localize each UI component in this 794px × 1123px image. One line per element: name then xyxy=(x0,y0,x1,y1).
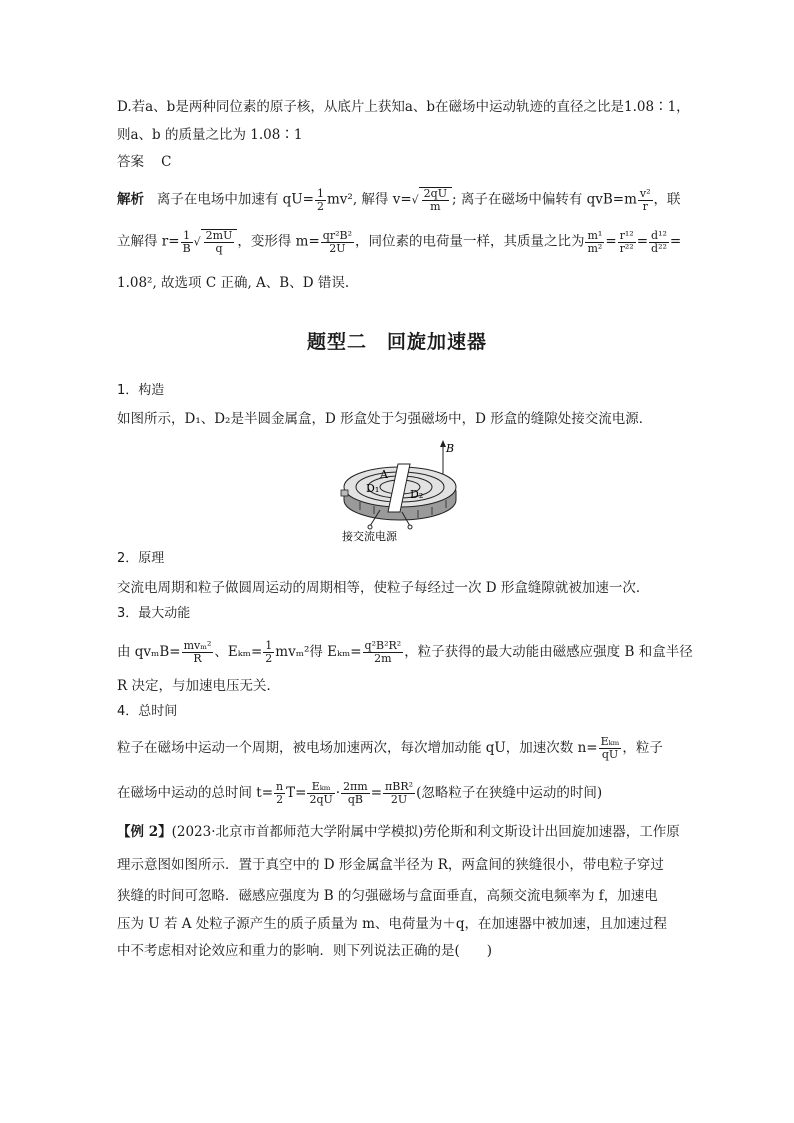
numerator: q²B²R² xyxy=(364,639,402,652)
s3-line-1 xyxy=(117,640,693,665)
numerator: 1 xyxy=(265,639,273,652)
fraction xyxy=(341,781,370,806)
numerator: 2πm xyxy=(343,780,368,793)
denominator: m² xyxy=(587,241,603,255)
analysis-label: 解析 xyxy=(117,191,144,208)
denominator: 2qU xyxy=(309,793,333,806)
denominator: R xyxy=(193,652,202,665)
numerator: qr²B² xyxy=(322,228,352,242)
denominator: m xyxy=(430,200,441,213)
s4-text: 粒子在磁场中运动一个周期，被电场加速两次，每次增加动能 qU，加速次数 n= xyxy=(117,740,598,756)
numerator: Eₖₘ xyxy=(307,781,334,794)
square-root: √ $\frac{2qU}{m}$ xyxy=(412,187,452,213)
analysis-text: mv², 解得 v= xyxy=(327,191,412,208)
denominator: 2 xyxy=(317,199,324,213)
s1-text: 如图所示，D₁、D₂是半圆金属盒，D 形盒处于匀强磁场中，D 形盒的缝隙处接交流电源． xyxy=(117,411,653,427)
s4-line-2 xyxy=(117,781,602,806)
example-line-2: 理示意图如图所示．置于真空中的 D 形金属盒半径为 R，两盒间的狭缝很小，带电粒子穿过 xyxy=(117,857,664,873)
square-root: √ $\frac{2mU}{q}$ xyxy=(194,229,238,255)
numerator: Eₖₘ xyxy=(600,735,620,748)
numerator: d¹² xyxy=(651,228,667,242)
numerator: mvₘ² xyxy=(183,639,212,652)
denominator: 2U xyxy=(329,241,346,255)
fraction xyxy=(599,736,622,761)
denominator: 2U xyxy=(390,793,408,806)
denominator: 2m xyxy=(374,652,392,665)
numerator: 2qU xyxy=(423,187,447,200)
numerator: v² xyxy=(639,186,651,200)
analysis-text: = xyxy=(669,233,682,250)
denominator: 2 xyxy=(265,652,273,665)
s2-text: 交流电周期和粒子做圆周运动的周期相等，使粒子每经过一次 D 形盒缝隙就被加速一次． xyxy=(117,580,650,596)
numerator: r¹² xyxy=(619,228,634,242)
s1-title: 1．构造 xyxy=(117,383,165,398)
denominator: qB xyxy=(347,793,363,806)
label-a: A xyxy=(380,468,388,481)
fraction xyxy=(383,781,415,806)
label-b: B xyxy=(446,442,455,455)
fraction xyxy=(321,230,354,255)
answer-label: 答案 xyxy=(117,154,144,170)
denominator: 2 xyxy=(276,793,284,806)
example-tag: 【例 2】 xyxy=(117,824,172,840)
denominator: q xyxy=(215,242,223,255)
s4-text: 在磁场中运动的总时间 t= xyxy=(117,785,274,801)
analysis-text: ，联 xyxy=(653,191,681,208)
analysis-line-2 xyxy=(117,229,681,255)
numerator: 1 xyxy=(317,186,324,200)
label-d2: D₂ xyxy=(410,488,424,501)
s3-line-2: R 决定，与加速电压无关． xyxy=(117,678,280,694)
fraction xyxy=(585,230,604,255)
fraction xyxy=(638,188,653,213)
s3-text: ，粒子获得的最大动能由磁感应强度 B 和盒半径 xyxy=(404,644,693,660)
option-d-line-2: 则a、b 的质量之比为 1.08∶1 xyxy=(117,127,303,143)
example-line-3: 狭缝的时间可忽略．磁感应强度为 B 的匀强磁场与盒面垂直，高频交流电频率为 f，加速电 xyxy=(117,888,658,904)
fraction xyxy=(422,188,449,213)
s4-text: T= xyxy=(286,785,307,801)
label-d1: D₁ xyxy=(366,482,380,495)
s4-text: (忽略粒子在狭缝中运动的时间) xyxy=(416,785,603,801)
s4-text: ，粒子 xyxy=(622,740,663,756)
s3-title: 3．最大动能 xyxy=(117,606,191,621)
analysis-text: = xyxy=(636,233,649,250)
fraction xyxy=(182,640,214,665)
fraction xyxy=(363,640,404,665)
fraction xyxy=(181,230,193,255)
option-d-line-1: D.若a、b是两种同位素的原子核，从底片上获知a、b在磁场中运动轨迹的直径之比是1.08∶1， xyxy=(117,99,690,115)
s3-text: 、Eₖₘ= xyxy=(214,644,263,660)
example-line-4: 压为 U 若 A 处粒子源产生的质子质量为 m、电荷量为＋q，在加速器中被加速，且加速过程 xyxy=(117,916,668,932)
fraction xyxy=(263,640,274,665)
denominator: r xyxy=(642,199,648,213)
s4-title: 4．总时间 xyxy=(117,704,178,719)
section-title: 题型二 回旋加速器 xyxy=(306,331,487,353)
denominator: r²² xyxy=(619,241,634,255)
example-text: (2023·北京市首都师范大学附属中学模拟)劳伦斯和利文斯设计出回旋加速器，工作原 xyxy=(171,824,680,840)
example-line-5: 中不考虑相对论效应和重力的影响．则下列说法正确的是( ) xyxy=(117,943,493,959)
analysis-line-1 xyxy=(117,187,681,213)
numerator: n xyxy=(276,780,284,793)
numerator: m¹ xyxy=(587,228,603,242)
answer-value: C xyxy=(161,154,172,170)
denominator: B xyxy=(182,241,191,255)
analysis-text: = xyxy=(605,233,617,250)
fraction xyxy=(315,188,326,213)
analysis-text: 离子在电场中加速有 qU= xyxy=(156,191,314,208)
fraction xyxy=(204,230,235,255)
figure-caption: 接交流电源 xyxy=(342,530,397,542)
analysis-line-3: 1.08², 故选项 C 正确, A、B、D 错误. xyxy=(117,275,350,291)
numerator: 1 xyxy=(181,230,193,243)
denominator: d²² xyxy=(651,241,667,255)
numerator: πBR² xyxy=(385,780,414,793)
s4-line-1 xyxy=(117,736,663,761)
fraction xyxy=(649,230,669,255)
analysis-text: 立解得 r= xyxy=(117,233,180,250)
example-line-1 xyxy=(117,822,680,842)
cyclotron-figure xyxy=(340,440,465,542)
analysis-text: ; 离子在磁场中偏转有 qvB=m xyxy=(451,191,637,208)
fraction xyxy=(618,230,636,255)
s2-title: 2．原理 xyxy=(117,551,165,566)
s4-text: · xyxy=(335,785,341,801)
denominator: qU xyxy=(601,748,619,761)
s3-text: mvₘ²得 Eₖₘ= xyxy=(275,644,362,660)
answer-line xyxy=(117,152,172,172)
fraction xyxy=(307,781,334,806)
fraction xyxy=(274,781,285,806)
s4-text: = xyxy=(370,785,383,801)
s3-text: 由 qvₘB= xyxy=(117,644,181,660)
analysis-text: ，变形得 m= xyxy=(237,233,320,250)
cyclotron-diagram xyxy=(340,440,465,542)
numerator: 2mU xyxy=(205,229,233,242)
analysis-text: ，同位素的电荷量一样，其质量之比为 xyxy=(354,233,585,250)
